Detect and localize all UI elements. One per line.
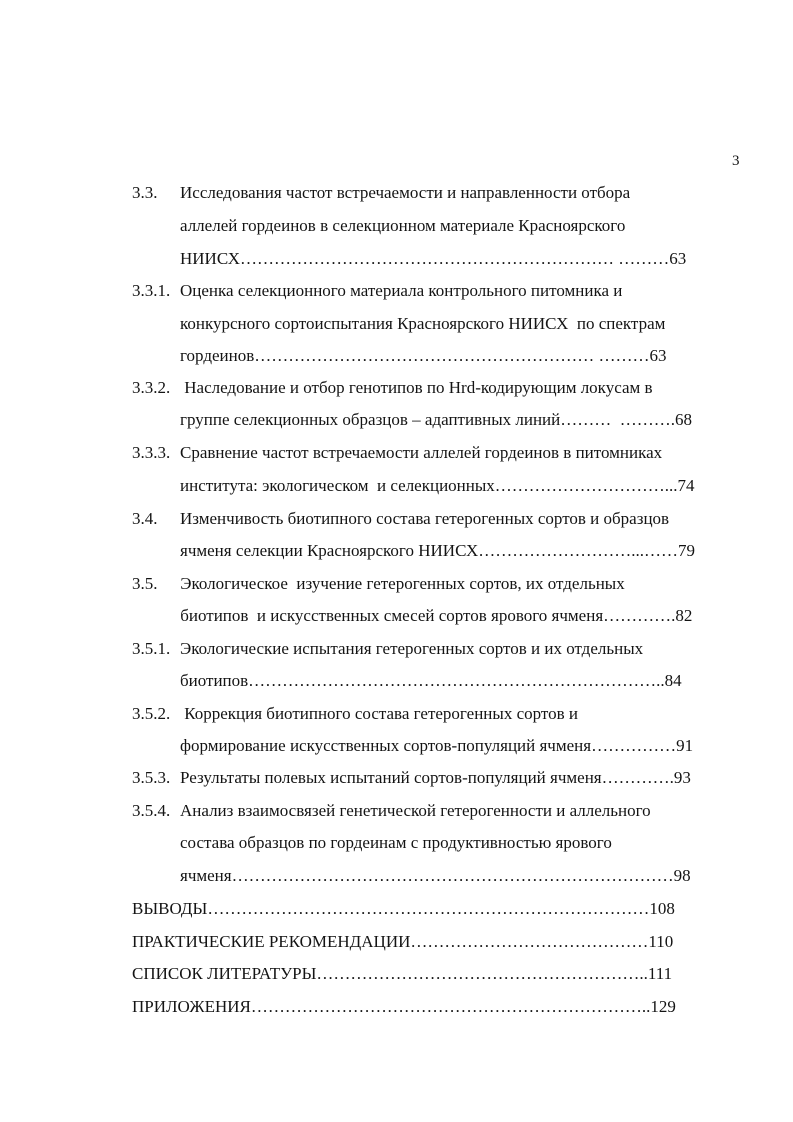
toc-entry-text: ВЫВОДЫ……………………………………………………………………108	[132, 899, 675, 918]
toc-entry-text: Наследование и отбор генотипов по Hrd-кодирующим локусам в	[180, 378, 653, 397]
toc-entry-text: конкурсного сортоиспытания Красноярского НИИСХ по спектрам	[180, 314, 666, 333]
page-number: 3	[732, 153, 740, 169]
toc-entry-number: 3.5.4.	[132, 801, 171, 820]
toc-entry-text: НИИСХ………………………………………………………… ………63	[180, 249, 687, 268]
toc-entry-number: 3.5.	[132, 574, 158, 593]
toc-entry-text: ячменя селекции Красноярского НИИСХ………………………...……79	[180, 541, 695, 560]
toc-entry-number: 3.5.2.	[132, 704, 171, 723]
toc-entry-text: Анализ взаимосвязей генетической гетерогенности и аллельного	[180, 801, 651, 820]
toc-entry-text: СПИСОК ЛИТЕРАТУРЫ…………………………………………………..111	[132, 964, 673, 983]
toc-entry-text: Экологическое изучение гетерогенных сортов, их отдельных	[176, 574, 625, 593]
toc-entry-text: Коррекция биотипного состава гетерогенных сортов и	[180, 704, 578, 723]
toc-entry-number: 3.5.3.	[132, 768, 171, 787]
toc-entry-number: 3.4.	[132, 509, 158, 528]
toc-entry-number: 3.3.1.	[132, 281, 171, 300]
toc-entry-number: 3.3.	[132, 183, 158, 202]
toc-entry-text: Исследования частот встречаемости и направленности отбора	[180, 183, 631, 202]
toc-entry-text: Результаты полевых испытаний сортов-популяций ячменя………….93	[180, 768, 691, 787]
toc-entry-text: состава образцов по гордеинам с продуктивностью ярового	[180, 833, 612, 852]
toc-entry-text: биотипов………………………………………………………………..84	[180, 671, 682, 690]
toc-entry-text: формирование искусственных сортов-популяций ячменя……………91	[180, 736, 694, 755]
toc-entry-text: биотипов и искусственных смесей сортов ярового ячменя………….82	[176, 606, 693, 625]
toc-entry-number: 3.3.2.	[132, 378, 171, 397]
toc-entry-number: 3.3.3.	[132, 443, 171, 462]
toc-entry-number: 3.5.1.	[132, 639, 171, 658]
toc-entry-text: Изменчивость биотипного состава гетерогенных сортов и образцов	[180, 509, 670, 528]
toc-entry-text: Экологические испытания гетерогенных сортов и их отдельных	[180, 639, 644, 658]
toc-entry-text: группе селекционных образцов – адаптивных линий……… ……….68	[180, 410, 692, 429]
toc-entry-text: Сравнение частот встречаемости аллелей гордеинов в питомниках	[180, 443, 663, 462]
toc-entry-text: гордеинов…………………………………………………… ………63	[180, 346, 667, 365]
toc-entry-text: ПРИЛОЖЕНИЯ……………………………………………………………..129	[132, 997, 676, 1016]
toc-entry-text: ячменя……………………………………………………………………98	[180, 866, 691, 885]
toc-entry-text: Оценка селекционного материала контрольного питомника и	[180, 281, 623, 300]
toc-entry-text: аллелей гордеинов в селекционном материале Красноярского	[180, 216, 626, 235]
toc-entry-text: ПРАКТИЧЕСКИЕ РЕКОМЕНДАЦИИ……………………………………110	[132, 932, 674, 951]
toc-entry-text: института: экологическом и селекционных…………………………...74	[180, 476, 695, 495]
